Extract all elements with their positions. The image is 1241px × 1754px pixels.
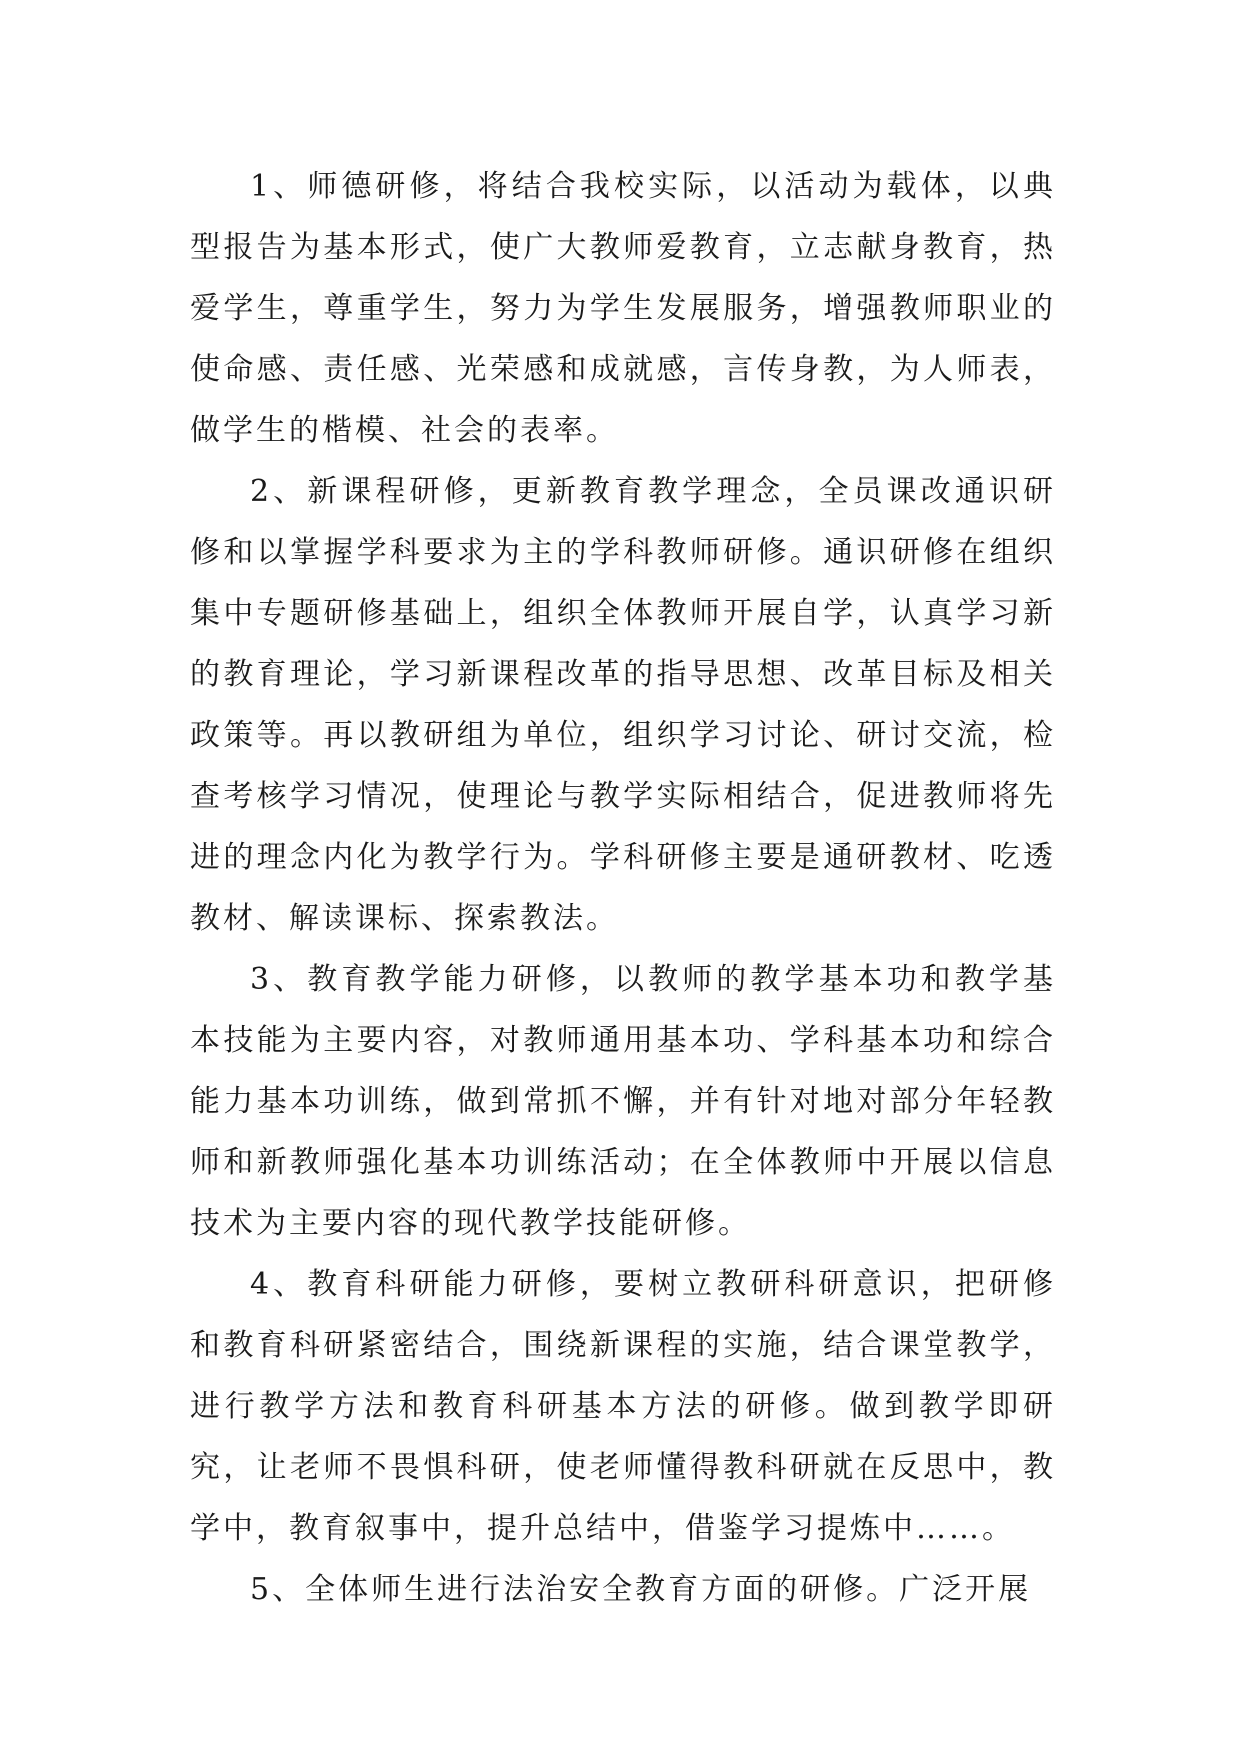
paragraph-3: 3、教育教学能力研修，以教师的教学基本功和教学基本技能为主要内容，对教师通用基本功、学科基本功和综合能力基本功训练，做到常抓不懈，并有针对地对部分年轻教师和新教师强化基本功训练活动；在全体教师中开展以信息技术为主要内容的现代教学技能研修。 [190, 962, 1056, 1241]
paragraph-4: 4、教育科研能力研修，要树立教研科研意识，把研修和教育科研紧密结合，围绕新课程的实施，结合课堂教学，进行教学方法和教育科研基本方法的研修。做到教学即研究，让老师不畏惧科研，使老师懂得教科研就在反思中，教学中，教育叙事中，提升总结中，借鉴学习提炼中……。 [190, 1267, 1056, 1546]
document-body [190, 156, 1056, 1620]
paragraph-1: 1、师德研修，将结合我校实际，以活动为载体，以典型报告为基本形式，使广大教师爱教育，立志献身教育，热爱学生，尊重学生，努力为学生发展服务，增强教师职业的使命感、责任感、光荣感和成就感，言传身教，为人师表，做学生的楷模、社会的表率。 [190, 169, 1056, 448]
paragraph-2: 2、新课程研修，更新教育教学理念，全员课改通识研修和以掌握学科要求为主的学科教师研修。通识研修在组织集中专题研修基础上，组织全体教师开展自学，认真学习新的教育理论，学习新课程改革的指导思想、改革目标及相关政策等。再以教研组为单位，组织学习讨论、研讨交流，检查考核学习情况，使理论与教学实际相结合，促进教师将先进的理念内化为教学行为。学科研修主要是通研教材、吃透教材、解读课标、探索教法。 [190, 474, 1056, 936]
paragraph-5: 5、全体师生进行法治安全教育方面的研修。广泛开展 [250, 1572, 1032, 1607]
